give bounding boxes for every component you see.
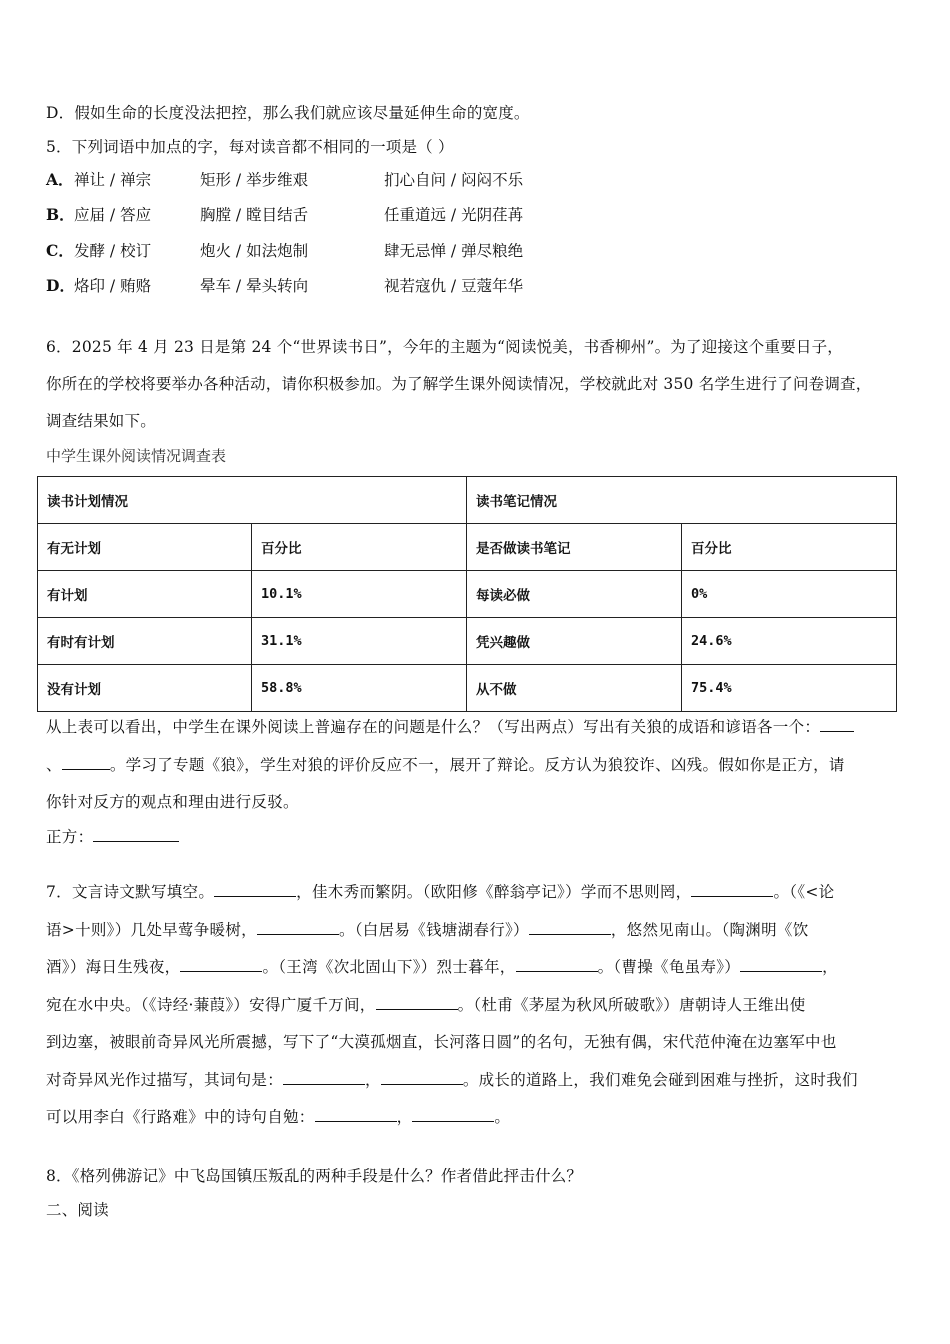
q6-answer-line <box>46 822 906 852</box>
group-header-notes: 读书笔记情况 <box>467 477 897 524</box>
answer-blank[interactable] <box>516 953 598 972</box>
q7-text: 。（《<论 <box>773 883 835 901</box>
option-label: D． <box>46 276 75 295</box>
q7-line-1 <box>46 874 906 912</box>
option-pair-3: 扪心自问 / 闷闷不乐 <box>384 171 524 189</box>
answer-blank[interactable] <box>257 916 339 935</box>
option-pair-1: 应届 / 答应 <box>74 206 152 224</box>
table-row <box>38 571 897 618</box>
option-pair-3: 视若寇仇 / 豆蔻年华 <box>384 277 524 295</box>
q7-text: 。（王湾《次北固山下》）烈士暮年， <box>262 958 516 976</box>
q6-followup-line-3: 你针对反方的观点和理由进行反驳。 <box>46 793 299 811</box>
option-pair-3: 肆无忌惮 / 弹尽粮绝 <box>384 242 524 260</box>
option-label: A． <box>46 170 74 189</box>
column-header: 百分比 <box>252 524 467 571</box>
answer-blank[interactable] <box>214 878 296 897</box>
table-cell: 从不做 <box>467 665 682 712</box>
q7-line-4 <box>46 987 906 1025</box>
q7-text: 对奇异风光作过描写，其词句是： <box>46 1070 284 1089</box>
q7-text: ，悠然见南山。（陶渊明《饮 <box>610 920 809 939</box>
table-cell: 31.1% <box>252 618 467 665</box>
table-caption: 中学生课外阅读情况调查表 <box>46 447 227 465</box>
q7-line-6 <box>46 1062 906 1100</box>
table-cell: 24.6% <box>682 618 897 665</box>
column-header: 有无计划 <box>38 524 252 571</box>
answer-blank[interactable] <box>283 1066 365 1085</box>
answer-blank[interactable] <box>740 953 822 972</box>
q6-intro-line-3: 调查结果如下。 <box>46 412 156 430</box>
q7-line-3 <box>46 949 906 987</box>
option-pair-2: 矩形 / 举步维艰 <box>200 171 309 189</box>
option-pair-1: 禅让 / 禅宗 <box>74 171 152 189</box>
q7-text: ， <box>365 1070 381 1089</box>
option-pair-3: 任重道远 / 光阴荏苒 <box>384 206 524 224</box>
q7-line-5: 到边塞，被眼前奇异风光所震撼，写下了“大漠孤烟直，长河落日圆”的名句，无独有偶，宋代范仲淹在边塞军中也 <box>46 1033 837 1051</box>
q7-text: 。（曹操《龟虽寿》） <box>597 958 741 976</box>
table-cell: 10.1% <box>252 571 467 618</box>
table-cell: 58.8% <box>252 665 467 712</box>
table-cell: 凭兴趣做 <box>467 618 682 665</box>
option-pair-1: 发酵 / 校订 <box>74 242 152 260</box>
q7-text: 。（杜甫《茅屋为秋风所破歌》）唐朝诗人王维出使 <box>457 995 806 1014</box>
table-header-row <box>38 524 897 571</box>
answer-blank[interactable] <box>820 713 854 732</box>
answer-blank[interactable] <box>315 1103 397 1122</box>
answer-blank[interactable] <box>93 823 179 842</box>
section-heading-reading: 二、阅读 <box>46 1201 109 1219</box>
table-group-row <box>38 477 897 524</box>
group-header-plan: 读书计划情况 <box>38 477 467 524</box>
q6-followup-line-1 <box>46 709 906 747</box>
q7-line-2 <box>46 912 906 950</box>
q6-followup-line-2 <box>46 747 906 785</box>
answer-blank[interactable] <box>529 916 611 935</box>
column-header: 百分比 <box>682 524 897 571</box>
q7-text: 。成长的道路上，我们难免会碰到困难与挫折，这时我们 <box>462 1070 858 1089</box>
column-header: 是否做读书笔记 <box>467 524 682 571</box>
answer-blank[interactable] <box>381 1066 463 1085</box>
table-cell: 0% <box>682 571 897 618</box>
answer-blank[interactable] <box>376 991 458 1010</box>
q7-text: 酒》）海日生残夜， <box>46 958 181 976</box>
q7-text: ，佳木秀而繁阴。（欧阳修《醉翁亭记》）学而不思则罔， <box>296 883 692 901</box>
q7-text: ， <box>822 958 838 976</box>
table-cell: 有计划 <box>38 571 252 618</box>
q7-text: 。 <box>494 1108 511 1126</box>
table-cell: 每读必做 <box>467 571 682 618</box>
option-label: B． <box>46 205 75 224</box>
q7-text: ， <box>396 1108 413 1126</box>
table-cell: 75.4% <box>682 665 897 712</box>
q7-text: 语>十则》）几处早莺争暖树， <box>46 920 257 939</box>
q7-text: 7．文言诗文默写填空。 <box>46 883 215 901</box>
q4-option-d: D．假如生命的长度没法把控，那么我们就应该尽量延伸生命的宽度。 <box>46 104 530 122</box>
table-cell: 有时有计划 <box>38 618 252 665</box>
q5-stem: 5．下列词语中加点的字，每对读音都不相同的一项是（ ） <box>46 138 454 156</box>
q6-intro-line-2: 你所在的学校将要举办各种活动，请你积极参加。为了解学生课外阅读情况，学校就此对 350 名学生进行了问卷调查， <box>46 375 872 393</box>
answer-blank[interactable] <box>180 953 262 972</box>
answer-blank[interactable] <box>691 878 773 897</box>
q7-paragraph <box>46 874 906 1137</box>
option-pair-2: 炮火 / 如法炮制 <box>200 242 309 260</box>
option-pair-2: 晕车 / 晕头转向 <box>200 277 309 295</box>
answer-label: 正方： <box>46 827 94 846</box>
q7-line-7 <box>46 1099 906 1137</box>
followup-text: 从上表可以看出，中学生在课外阅读上普遍存在的问题是什么？（写出两点）写出有关狼的成语和谚语各一个： <box>46 718 821 736</box>
q6-intro-line-1: 6．2025 年 4 月 23 日是第 24 个“世界读书日”，今年的主题为“阅读悦美，书香柳州”。为了迎接这个重要日子， <box>46 338 844 356</box>
option-pair-1: 烙印 / 贿赂 <box>74 277 152 295</box>
table-row <box>38 665 897 712</box>
answer-blank[interactable] <box>412 1103 494 1122</box>
answer-blank[interactable] <box>62 751 110 770</box>
table-cell: 没有计划 <box>38 665 252 712</box>
q7-text: 宛在水中央。（《诗经·蒹葭》）安得广厦千万间， <box>46 995 376 1014</box>
q7-text: 。（白居易《钱塘湖春行》） <box>338 920 529 939</box>
q7-text: 可以用李白《行路难》中的诗句自勉： <box>46 1108 315 1126</box>
option-label: C． <box>46 241 74 260</box>
q6-followup <box>46 709 906 852</box>
table-row <box>38 618 897 665</box>
q8-question: 8．《格列佛游记》中飞岛国镇压叛乱的两种手段是什么？作者借此抨击什么？ <box>46 1167 583 1185</box>
followup-text: 、 <box>46 755 62 774</box>
option-pair-2: 胸膛 / 瞠目结舌 <box>200 206 309 224</box>
followup-text: 。学习了专题《狼》，学生对狼的评价反应不一，展开了辩论。反方认为狼狡诈、凶残。假如你是正方，请 <box>109 755 845 774</box>
survey-table <box>37 476 897 712</box>
